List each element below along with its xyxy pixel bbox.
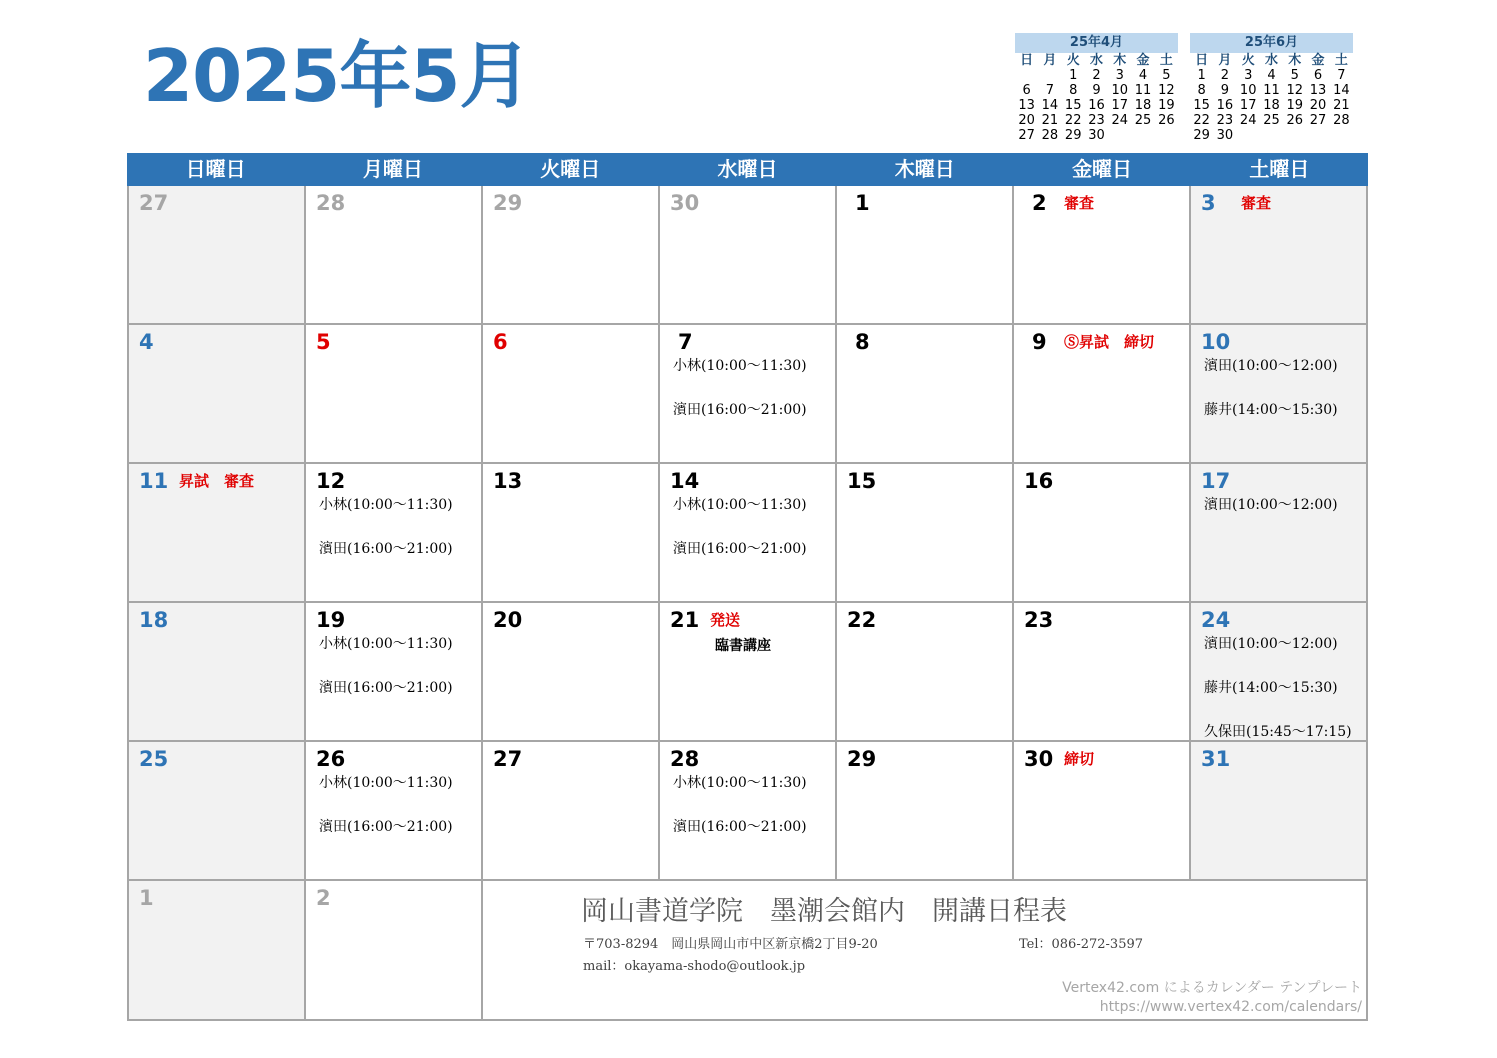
mini-day: 23	[1088, 113, 1105, 128]
day-number: 29	[493, 191, 523, 215]
mini-day: 21	[1333, 98, 1350, 113]
day-number: 1	[139, 886, 154, 910]
day-cell	[129, 742, 306, 881]
weekday-label: 土曜日	[1249, 157, 1310, 181]
mini-day	[1108, 128, 1131, 143]
mini-calendar-title: 25年4月	[1015, 33, 1178, 53]
day-cell	[1191, 464, 1368, 603]
day-number: 6	[493, 330, 508, 354]
day-number: 19	[316, 608, 346, 632]
lesson-entry: 小林(10:00～11:30)	[319, 775, 453, 791]
day-cell	[306, 603, 483, 742]
mini-day	[1306, 128, 1329, 143]
day-cell	[1014, 464, 1191, 603]
mini-weekday: 火	[1241, 53, 1255, 68]
lesson-entry: 濱田(10:00～12:00)	[1204, 636, 1338, 652]
day-cell	[1191, 325, 1368, 464]
day-number: 8	[855, 330, 870, 354]
mini-day: 21	[1041, 113, 1059, 128]
lesson-entry: 濱田(10:00～12:00)	[1204, 497, 1338, 513]
lesson-entry: 久保田(15:45～17:15)	[1204, 724, 1352, 740]
mini-weekday: 水	[1264, 53, 1278, 68]
mini-day: 30	[1088, 128, 1105, 143]
day-number: 13	[493, 469, 523, 493]
day-note: 発送	[710, 611, 741, 629]
mini-day: 12	[1286, 83, 1304, 98]
mini-day: 17	[1111, 98, 1129, 113]
mini-day: 15	[1064, 98, 1082, 113]
day-number: 15	[847, 469, 877, 493]
mini-day: 12	[1158, 83, 1175, 98]
lesson-entry: 小林(10:00～11:30)	[319, 497, 453, 513]
mini-day: 27	[1018, 128, 1035, 143]
mini-weekday: 金	[1311, 53, 1325, 68]
day-number: 24	[1201, 608, 1231, 632]
mini-day: 2	[1092, 68, 1101, 83]
mini-day: 1	[1069, 68, 1078, 83]
lesson-entry: 濱田(10:00～12:00)	[1204, 358, 1338, 374]
day-number: 17	[1201, 469, 1231, 493]
day-number: 2	[316, 886, 331, 910]
day-cell	[129, 464, 306, 603]
mini-weekday: 土	[1334, 53, 1348, 68]
day-number: 27	[139, 191, 169, 215]
day-number: 28	[316, 191, 346, 215]
mini-day: 24	[1111, 113, 1129, 128]
mini-weekday: 日	[1195, 53, 1209, 68]
day-cell	[129, 603, 306, 742]
day-cell	[483, 186, 660, 325]
mini-day: 10	[1239, 83, 1257, 98]
day-cell	[306, 186, 483, 325]
day-number: 10	[1201, 330, 1231, 354]
mini-calendar-table	[1190, 53, 1353, 143]
mini-calendar-title: 25年6月	[1190, 33, 1353, 53]
day-number: 9	[1032, 330, 1047, 354]
mini-day: 29	[1193, 128, 1210, 143]
mini-weekday: 土	[1159, 53, 1173, 68]
mini-day	[1330, 128, 1353, 143]
mini-weekday: 金	[1136, 53, 1150, 68]
day-note: 締切	[1064, 750, 1095, 768]
day-cell	[660, 603, 837, 742]
day-number: 7	[678, 330, 693, 354]
mini-day: 28	[1041, 128, 1059, 143]
month-calendar	[127, 153, 1368, 1021]
template-url[interactable]: https://www.vertex42.com/calendars/	[1099, 999, 1362, 1015]
mini-day: 1	[1197, 68, 1206, 83]
mini-day: 27	[1309, 113, 1327, 128]
mini-day: 16	[1216, 98, 1234, 113]
day-cell	[1191, 742, 1368, 881]
day-number: 2	[1032, 191, 1047, 215]
lesson-entry: 濱田(16:00～21:00)	[319, 819, 453, 835]
mini-day: 19	[1286, 98, 1304, 113]
day-number: 30	[670, 191, 700, 215]
lesson-entry: 藤井(14:00～15:30)	[1204, 402, 1338, 418]
day-number: 1	[855, 191, 870, 215]
day-number: 5	[316, 330, 331, 354]
mini-day: 6	[1313, 68, 1323, 83]
day-cell	[1014, 186, 1191, 325]
mini-day: 22	[1193, 113, 1210, 128]
day-cell	[306, 881, 483, 1021]
day-note: 審査	[1064, 194, 1095, 212]
page-title: 2025年5月	[143, 34, 531, 118]
day-number: 22	[847, 608, 877, 632]
mini-day: 6	[1022, 83, 1031, 98]
weekday-label: 日曜日	[185, 157, 246, 181]
mini-day: 13	[1309, 83, 1327, 98]
day-cell	[660, 186, 837, 325]
day-cell	[483, 742, 660, 881]
mini-weekday: 木	[1288, 53, 1302, 68]
footer-info	[483, 881, 1368, 1021]
mini-weekday: 木	[1113, 53, 1127, 68]
mini-day: 20	[1018, 113, 1035, 128]
mini-day: 22	[1064, 113, 1082, 128]
day-note: Ⓢ昇試 締切	[1064, 333, 1155, 351]
email: mail：okayama-shodo@outlook.jp	[583, 959, 806, 974]
mini-day: 3	[1115, 68, 1124, 83]
lesson-entry: 小林(10:00～11:30)	[319, 636, 453, 652]
day-cell	[306, 742, 483, 881]
mini-day: 28	[1333, 113, 1350, 128]
weekday-label: 金曜日	[1072, 157, 1133, 181]
mini-day: 30	[1216, 128, 1234, 143]
day-number: 31	[1201, 747, 1231, 771]
mini-day: 8	[1197, 83, 1206, 98]
day-number: 30	[1024, 747, 1054, 771]
day-number: 26	[316, 747, 346, 771]
day-number: 25	[139, 747, 169, 771]
day-cell	[129, 325, 306, 464]
mini-day: 10	[1111, 83, 1129, 98]
day-cell	[660, 325, 837, 464]
lesson-entry: 小林(10:00～11:30)	[673, 775, 807, 791]
day-cell	[483, 325, 660, 464]
mini-day: 7	[1337, 68, 1346, 83]
weekday-label: 火曜日	[540, 157, 601, 181]
mini-day: 8	[1069, 83, 1078, 98]
mini-day: 16	[1088, 98, 1105, 113]
day-cell	[837, 186, 1014, 325]
day-number: 23	[1024, 608, 1054, 632]
mini-day: 19	[1158, 98, 1175, 113]
mini-day: 29	[1064, 128, 1082, 143]
weekday-label: 木曜日	[894, 157, 955, 181]
mini-day: 9	[1220, 83, 1230, 98]
lesson-entry: 濱田(16:00～21:00)	[319, 541, 453, 557]
lesson-entry: 藤井(14:00～15:30)	[1204, 680, 1338, 696]
day-number: 18	[139, 608, 169, 632]
mini-day: 25	[1134, 113, 1152, 128]
day-cell	[1014, 742, 1191, 881]
day-cell	[306, 325, 483, 464]
mini-day	[1237, 128, 1260, 143]
mini-day: 23	[1216, 113, 1234, 128]
school-name: 岡山書道学院 墨潮会館内 開講日程表	[581, 896, 1067, 927]
day-cell	[483, 603, 660, 742]
day-cell	[483, 464, 660, 603]
mini-day: 5	[1162, 68, 1171, 83]
mini-day: 18	[1263, 98, 1280, 113]
mini-day: 5	[1290, 68, 1299, 83]
mini-day: 17	[1239, 98, 1257, 113]
day-number: 28	[670, 747, 700, 771]
day-cell	[129, 186, 306, 325]
calendar-grid	[127, 186, 1368, 1021]
mini-calendar-prev	[1015, 33, 1178, 143]
day-number: 27	[493, 747, 523, 771]
day-cell	[660, 464, 837, 603]
mini-day	[1038, 68, 1061, 83]
day-cell	[306, 464, 483, 603]
address: 〒703-8294 岡山県岡山市中区新京橋2丁目9-20	[583, 937, 878, 952]
lesson-entry: 小林(10:00～11:30)	[673, 497, 807, 513]
telephone: Tel：086-272-3597	[1019, 937, 1144, 952]
mini-day: 24	[1239, 113, 1257, 128]
mini-day	[1155, 128, 1178, 143]
day-number: 11	[139, 469, 169, 493]
mini-day: 26	[1286, 113, 1304, 128]
mini-day	[1283, 128, 1306, 143]
mini-weekday: 水	[1089, 53, 1103, 68]
day-cell	[837, 603, 1014, 742]
mini-day: 7	[1045, 83, 1055, 98]
mini-weekday: 日	[1020, 53, 1034, 68]
day-cell	[660, 742, 837, 881]
weekday-label: 水曜日	[717, 157, 778, 181]
weekday-label: 月曜日	[362, 157, 423, 181]
day-number: 20	[493, 608, 523, 632]
day-number: 16	[1024, 469, 1054, 493]
mini-day: 11	[1134, 83, 1152, 98]
mini-calendar-table	[1015, 53, 1178, 143]
mini-day: 14	[1333, 83, 1350, 98]
lesson-entry: 濱田(16:00～21:00)	[673, 402, 807, 418]
day-number: 12	[316, 469, 346, 493]
lesson-entry: 濱田(16:00～21:00)	[673, 541, 807, 557]
day-cell	[129, 881, 306, 1021]
day-number: 29	[847, 747, 877, 771]
mini-day: 4	[1267, 68, 1276, 83]
weekday-header	[127, 153, 1368, 186]
mini-day: 14	[1041, 98, 1059, 113]
day-cell	[837, 464, 1014, 603]
mini-day: 20	[1309, 98, 1327, 113]
day-cell	[1191, 186, 1368, 325]
template-credit: Vertex42.com によるカレンダー テンプレート	[1062, 980, 1362, 996]
lesson-entry: 濱田(16:00～21:00)	[673, 819, 807, 835]
lesson-entry: 小林(10:00～11:30)	[673, 358, 807, 374]
mini-day: 11	[1263, 83, 1280, 98]
mini-day: 13	[1018, 98, 1035, 113]
mini-day	[1015, 68, 1038, 83]
mini-weekday: 火	[1066, 53, 1080, 68]
day-number: 3	[1201, 191, 1216, 215]
mini-weekday: 月	[1218, 53, 1232, 68]
mini-day: 4	[1138, 68, 1148, 83]
day-note: 審査	[1241, 194, 1272, 212]
mini-day: 2	[1220, 68, 1230, 83]
day-number: 4	[139, 330, 154, 354]
day-cell	[1014, 325, 1191, 464]
mini-weekday: 月	[1043, 53, 1057, 68]
mini-day: 9	[1092, 83, 1101, 98]
mini-day: 18	[1134, 98, 1152, 113]
day-cell	[1191, 603, 1368, 742]
mini-day	[1260, 128, 1283, 143]
day-number: 21	[670, 608, 700, 632]
mini-day: 25	[1263, 113, 1280, 128]
mini-day: 3	[1244, 68, 1253, 83]
mini-day	[1131, 128, 1154, 143]
day-subnote: 臨書講座	[715, 638, 771, 654]
lesson-entry: 濱田(16:00～21:00)	[319, 680, 453, 696]
mini-calendar-next	[1190, 33, 1353, 143]
day-note: 昇試 審査	[179, 472, 255, 490]
day-cell	[1014, 603, 1191, 742]
day-number: 14	[670, 469, 700, 493]
mini-day: 26	[1158, 113, 1175, 128]
mini-day: 15	[1193, 98, 1210, 113]
day-cell	[837, 325, 1014, 464]
day-cell	[837, 742, 1014, 881]
